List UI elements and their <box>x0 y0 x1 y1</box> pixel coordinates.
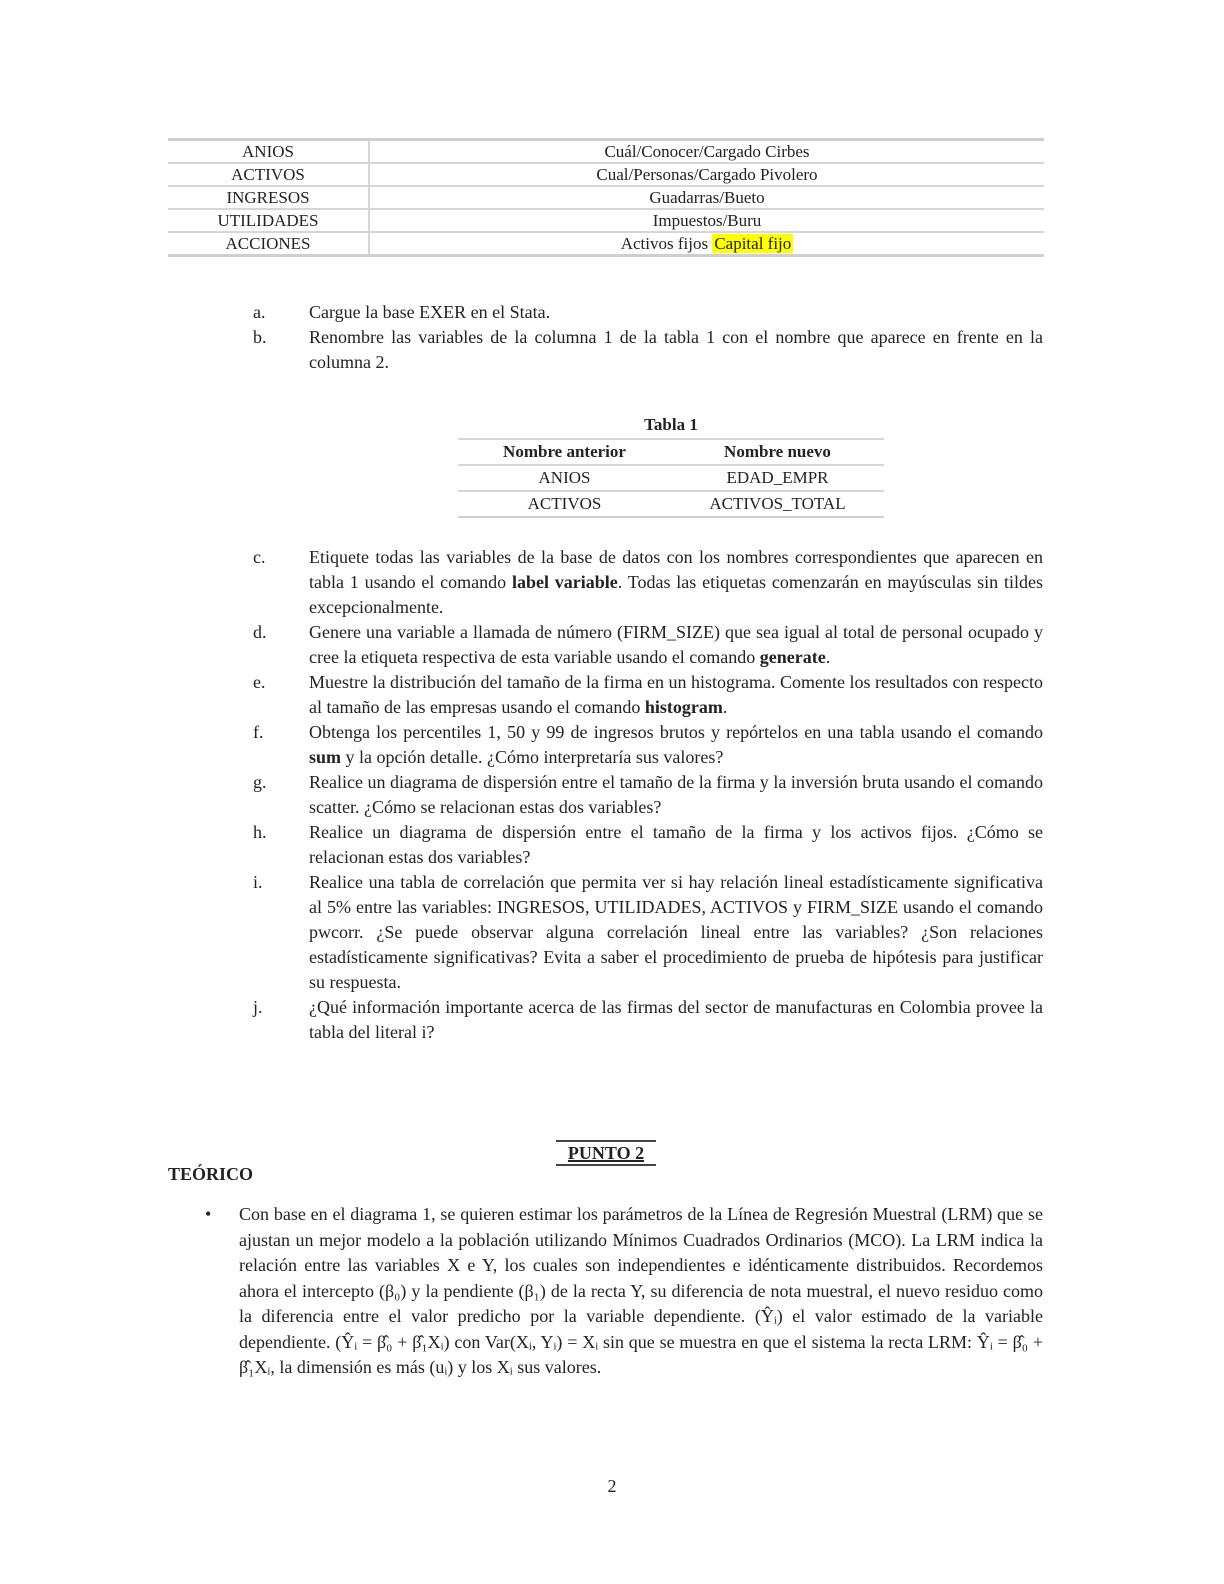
variable-description <box>369 140 1044 164</box>
list-item-label: c. <box>253 547 266 567</box>
variable-description-text: Cual/Personas/Cargado Pivolero <box>596 165 818 184</box>
table-1-header-new: Nombre nuevo <box>671 439 884 465</box>
list-item-text: Etiquete todas las variables de la base de datos con los nombres correspondientes que aparecen en tabla 1 usando el comando <box>309 547 1043 592</box>
bullet-icon: • <box>205 1204 212 1224</box>
instructions-list-top <box>253 300 1043 375</box>
variable-table <box>168 138 1044 257</box>
table-cell: EDAD_EMPR <box>671 465 884 491</box>
list-item-text: Realice un diagrama de dispersión entre el tamaño de la firma y los activos fijos. ¿Cómo se relacionan estas dos variables? <box>309 822 1043 867</box>
list-item <box>253 620 1043 670</box>
page-number: 2 <box>607 1476 617 1496</box>
list-item-label: g. <box>253 772 267 792</box>
instructions-list-main <box>253 545 1043 1045</box>
list-item-label: a. <box>253 302 266 322</box>
variable-description-text: Activos fijos <box>620 234 709 253</box>
list-item <box>253 720 1043 770</box>
variable-description-text: Impuestos/Buru <box>652 211 762 230</box>
table-row <box>168 140 1044 164</box>
command-name: generate <box>759 647 826 667</box>
highlighted-text: Capital fijo <box>714 234 792 253</box>
variable-description <box>369 186 1044 209</box>
list-item <box>253 870 1043 995</box>
list-item-text: Realice una tabla de correlación que permita ver si hay relación lineal estadísticamente significativa al 5% entre las variables: INGRESOS, UTILIDADES, ACTIVOS y FIRM_SIZE usando el comando pwcorr. ¿Se puede observar alguna correlación lineal entre las variables? ¿Son relaciones estadísticamente significativas? Evita a saber el procedimiento de prueba de hipótesis para justificar su respuesta. <box>309 872 1043 992</box>
list-item <box>253 325 1043 375</box>
list-item-label: b. <box>253 327 267 347</box>
list-item-text: Cargue la base EXER en el Stata. <box>309 302 551 322</box>
command-name: histogram <box>644 697 723 717</box>
list-item-label: e. <box>253 672 266 692</box>
list-item-text-end: . <box>825 647 831 667</box>
table-1 <box>458 412 884 518</box>
table-1-caption: Tabla 1 <box>644 415 698 434</box>
list-item-text: Obtenga los percentiles 1, 50 y 99 de ingresos brutos y repórtelos en una tabla usando el comando <box>309 722 1043 742</box>
list-item-text: ¿Qué información importante acerca de las firmas del sector de manufacturas en Colombia provee la tabla del literal i? <box>309 997 1043 1042</box>
section-title: PUNTO 2 <box>556 1140 656 1166</box>
list-item-label: d. <box>253 622 267 642</box>
list-item-text-end: y la opción detalle. ¿Cómo interpretaría sus valores? <box>341 747 724 767</box>
table-cell: ACTIVOS_TOTAL <box>671 491 884 517</box>
list-item-label: j. <box>253 997 263 1017</box>
variable-description-text: Cuál/Conocer/Cargado Cirbes <box>604 142 810 161</box>
variable-code: ANIOS <box>168 140 369 164</box>
variable-description-text: Guadarras/Bueto <box>649 188 765 207</box>
list-item-text-end: . Todas las etiquetas comenzarán en mayúsculas sin tildes excepcionalmente. <box>309 572 1043 617</box>
list-item <box>253 670 1043 720</box>
table-row <box>168 186 1044 209</box>
list-item-text: Genere una variable a llamada de número (FIRM_SIZE) que sea igual al total de personal ocupado y cree la etiqueta respectiva de esta variable usando el comando <box>309 622 1043 667</box>
command-name: label variable <box>511 572 618 592</box>
list-item-text: Realice un diagrama de dispersión entre el tamaño de la firma y la inversión bruta usando el comando scatter. ¿Cómo se relacionan estas dos variables? <box>309 772 1043 817</box>
table-cell: ANIOS <box>458 465 671 491</box>
variable-code: UTILIDADES <box>168 209 369 232</box>
list-item-text: Muestre la distribución del tamaño de la firma en un histograma. Comente los resultados con respecto al tamaño de las empresas usando el comando <box>309 672 1043 717</box>
list-item-text-end: . <box>722 697 728 717</box>
list-item-label: i. <box>253 872 263 892</box>
list-item <box>253 995 1043 1045</box>
table-row <box>168 163 1044 186</box>
table-row <box>168 209 1044 232</box>
table-cell: ACTIVOS <box>458 491 671 517</box>
table-row <box>458 491 884 517</box>
command-name: sum <box>309 747 342 767</box>
bullet-paragraph <box>205 1202 1043 1381</box>
subheading: TEÓRICO <box>168 1164 254 1184</box>
paragraph-text: Con base en el diagrama 1, se quieren estimar los parámetros de la Línea de Regresión Muestral (LRM) que se ajustan un mejor modelo a la población utilizando Mínimos Cuadrados Ordinarios (MCO). La LRM indica la relación entre las variables X e Y, los cuales son independientes e idénticamente distribuidos. Recordemos ahora el intercepto (β₀) y la pendiente (β₁) de la recta Y, su diferencia de nota muestral, el nuevo residuo como la diferencia entre el valor predicho por la variable dependiente. (Ŷᵢ) el valor estimado de la variable dependiente. (Ŷᵢ = β̂₀ + β̂₁Xᵢ) con Var(Xᵢ, Yᵢ) = Xᵢ sin que se muestra en que el sistema la recta LRM: Ŷᵢ = β̂₀ + β̂₁Xᵢ, la dimensión es más (uᵢ) y los Xᵢ sus valores. <box>239 1204 1043 1377</box>
variable-description <box>369 209 1044 232</box>
variable-description <box>369 232 1044 256</box>
list-item <box>253 545 1043 620</box>
list-item-label: h. <box>253 822 267 842</box>
table-row <box>168 232 1044 256</box>
list-item <box>253 770 1043 820</box>
variable-code: ACCIONES <box>168 232 369 256</box>
list-item-label: f. <box>253 722 264 742</box>
variable-description <box>369 163 1044 186</box>
table-row <box>458 465 884 491</box>
table-1-header-old: Nombre anterior <box>458 439 671 465</box>
list-item <box>253 300 1043 325</box>
list-item <box>253 820 1043 870</box>
list-item-text: Renombre las variables de la columna 1 de la tabla 1 con el nombre que aparece en frente en la columna 2. <box>309 327 1043 372</box>
variable-code: INGRESOS <box>168 186 369 209</box>
variable-code: ACTIVOS <box>168 163 369 186</box>
